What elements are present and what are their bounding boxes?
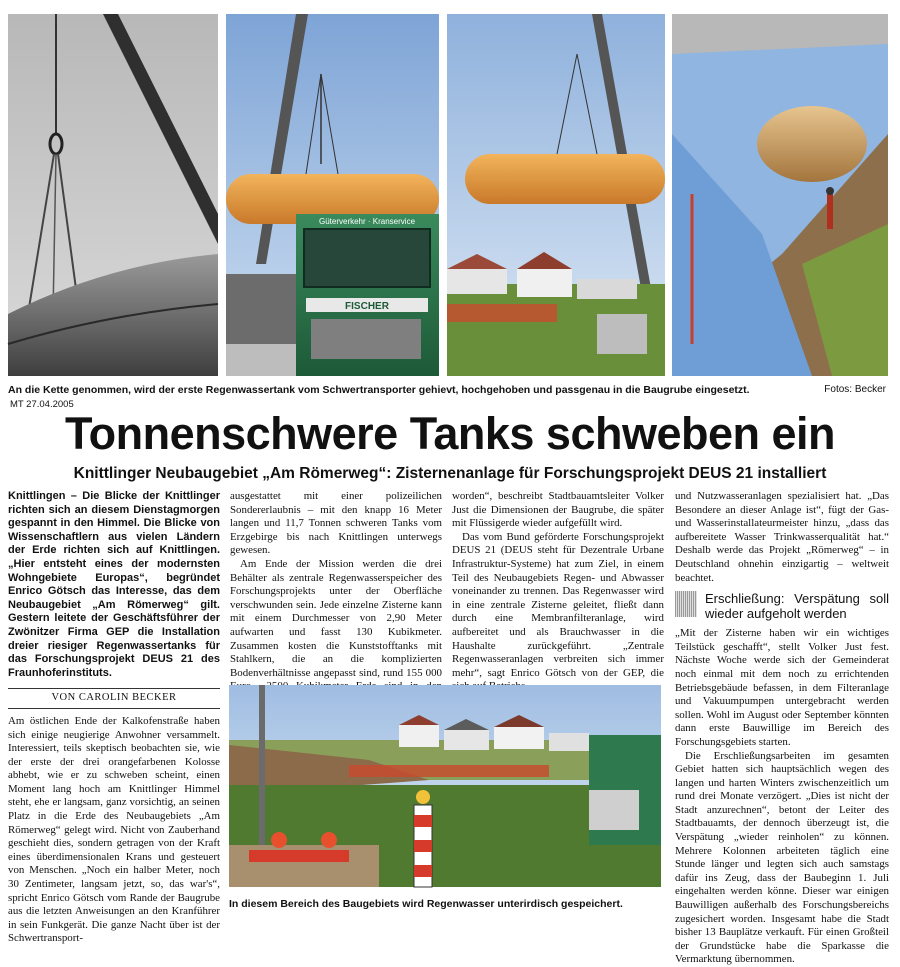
photo-tank-chain <box>8 14 218 376</box>
section-marker-icon <box>675 591 697 617</box>
column-3 <box>452 490 664 694</box>
dateline: MT 27.04.2005 <box>10 399 74 410</box>
column-4 <box>675 490 889 967</box>
truck-brand: FISCHER <box>345 301 390 312</box>
photo-construction-site <box>229 685 661 887</box>
body-paragraph: Die Erschließungsarbeiten im gesamten Gebiet hatten sich hauptsächlich wegen des langen und harten Winters zwischenzeitlich um rund drei Monate verzögert. „Dies ist nicht der Stadt anzurechnen“, betont der Leiter des Stadtbauamts, der dennoch überzeugt ist, die Verspätung „wieder reinholen“ zu können. Mehrere Kolonnen arbeiteten täglich eine Stunde länger und legten sich auch samstags dafür ins Zeug, dass der Baubeginn 1. Juli eingehalten werden könne. Dieser war einigen Bauwilligen außerhalb des Forschungsbereichs zugesichert worden. Insgesamt habe die Stadt bisher 13 Bauplätze verkauft. Für einen Großteil der Grundstücke habe die Sparkasse die Vermarktung übernommen. <box>675 750 889 967</box>
photo-credit: Fotos: Becker <box>824 384 886 395</box>
truck-sign: Güterverkehr · Kranservice <box>319 217 416 226</box>
body-paragraph: und Nutzwasseranlagen spezialisiert hat. „Das Besondere an dieser Anlage ist“, fügt der Gas- und Wasserinstallateurmeister hinzu, „dass das aufbereitete Wasser Trinkwasserqualität hat.“ Deshalb werde das Projekt „Römerweg“ – in Deutschland ohnehin einzigartig – weltweit beachtet. <box>675 490 889 585</box>
column-2 <box>230 490 442 708</box>
byline: VON CAROLIN BECKER <box>8 688 220 709</box>
body-paragraph: ausgestattet mit einer polizeilichen Sondererlaubnis – mit den knapp 16 Meter langen und 11,7 Tonnen schweren Tanks vom Erzgebirge bis nach Knittlingen unterwegs gewesen. <box>230 490 442 558</box>
photo-tank-lifted <box>447 14 665 376</box>
photo-truck-with-tank <box>226 14 439 376</box>
headline: Tonnenschwere Tanks schweben ein <box>0 408 900 460</box>
body-paragraph: Am Ende der Mission werden die drei Behälter als zentrale Regenwasserspeicher des Forschungsprojekts unter der Oberfläche verschwunden sein. Jede einzelne Zisterne kann mit einem Durchmesser von 2,90 Meter aufwarten und fasst 130 Kubikmeter. Zusammen kosten die Kunststofftanks mit Stahlkern, die an die komplizierten Bodenverhältnisse angepasst sind, rund 155 000 <box>230 558 442 708</box>
photo-caption-top: An die Kette genommen, wird der erste Regenwassertank vom Schwertransporter gehievt, hochgehoben und passgenau in die Baugrube eingesetzt. <box>8 384 888 396</box>
photo-caption-bottom: In diesem Bereich des Baugebiets wird Regenwasser unterirdisch gespeichert. <box>229 898 669 910</box>
column-1 <box>8 490 220 946</box>
section-heading <box>675 591 889 621</box>
body-paragraph: worden“, beschreibt Stadtbauamtsleiter Volker Just die Dimensionen der Baugrube, die später mit Flüssigerde wieder aufgefüllt wird. <box>452 490 664 531</box>
body-paragraph: „Mit der Zisterne haben wir ein wichtiges Teilstück geschafft“, stellt Volker Just fest. Nächste Woche werde sich der Gemeinderat noch einmal mit dem noch zu errichtenden Betriebsgebäude befassen, in dem Filteranlage und Vakuumpumpen untergebracht werden sollen. Wohl im August oder September könnten dann erste Bauwillige im Bereich des Forschungsgebiets starten. <box>675 627 889 749</box>
lead-paragraph: Knittlingen – Die Blicke der Knittlinger richten sich an diesem Dienstagmorgen gespannt in den Himmel. Die Blicke von Wissenschaftlern aus vielen Ländern der Erde richten sich auf Knittlingen. „Hier entsteht eines der modernsten Wohngebiete Europas“, begründet Enrico Götsch das Interesse, das dem Neubaugebiet „Am Römerweg“ gilt. Gestern leitete der Geschäftsführer der Zwönitzer Firma GEP die Installation dreier riesiger Regenwassertanks für das Forschungsprojekt DEUS 21 des Fraunhoferinstituts. <box>8 490 220 680</box>
subheadline: Knittlinger Neubaugebiet „Am Römerweg“: Zisternenanlage für Forschungsprojekt DEUS 21 installiert <box>0 465 900 483</box>
section-heading-text: Erschließung: Verspätung soll wieder aufgeholt werden <box>705 591 889 621</box>
body-paragraph: Das vom Bund geförderte Forschungsprojekt DEUS 21 (DEUS steht für Dezentrale Urbane Infrastruktur-Systeme) hat zum Ziel, in einem Teil des Neubaugebiets Regen- und Abwasser voneinander zu trennen. Das Regenwasser wird in eine zentrale Zisterne geleitet, fließt dann durch eine Membranfilteranlage, wird aufbereitet und als Brauchwasser in die Haushalte zurückgeführt. „Zentrale Regenwasseranlagen verbreiten sich immer mehr“, sagt Enrico Götsch von der GEP, die <box>452 531 664 694</box>
body-paragraph: Am östlichen Ende der Kalkofenstraße haben sich einige neugierige Anwohner versammelt. Interessiert, teils skeptisch beobachten sie, wie der erste der drei orangefarbenen Kolosse abhebt, wie er zu schweben scheint, einen Moment lang hoch am Knittlinger Himmel steht, ehe er langsam, ganz vorsichtig, an seinen Platz in die Erde des Neubaugebiets „Am Römerweg“ gelegt wird. Nicht von Zauberhand geschieht dies, sondern getragen von der Kraft eines überdimensionalen Krans und gesteuert von Menschen. „Noch ein halber Meter, noch 30 Zentimeter, langsam jetzt, so, das war's“, spricht Enrico Götsch vom Rande der Baugrube aus die letzten Anweisungen an den Kranführer in sein Funkgerät. Die ganze Nacht über ist der Schwertransport- <box>8 715 220 946</box>
photo-tank-in-pit <box>672 14 888 376</box>
